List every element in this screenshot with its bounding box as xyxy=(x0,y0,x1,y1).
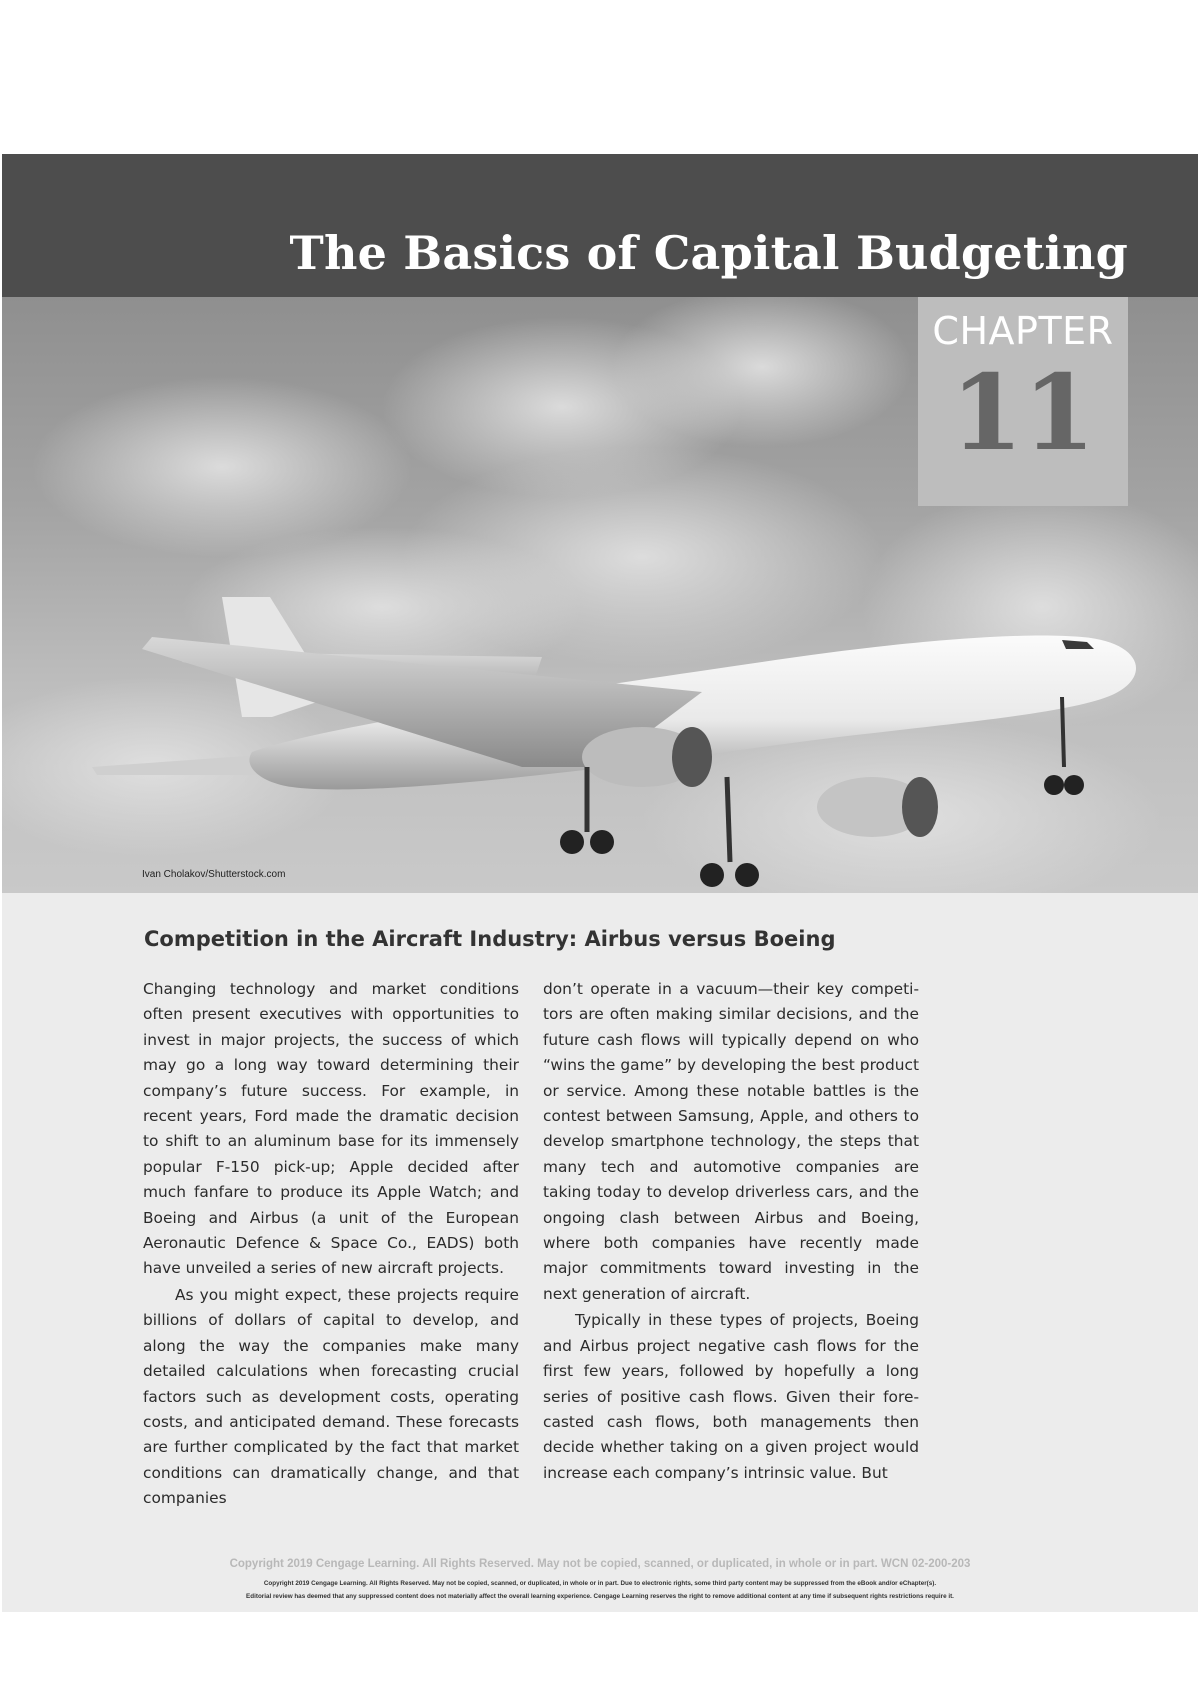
fine-print-line: Copyright 2019 Cengage Learning. All Rights Reserved. May not be copied, scanned, or duplicated, in whole or in part. Due to electronic rights, some third party content may be suppressed from the eBook and/or eChapter(s). xyxy=(263,1580,937,1587)
text-column-right xyxy=(543,977,919,1486)
chapter-badge xyxy=(918,297,1128,506)
paragraph: Changing technology and market conditions often present executives with opportunities to invest in major projects, the success of which may go a long way toward determining their company’s future success. For example, in recent years, Ford made the dramatic decision to shift to an aluminum base for its immensely popular F-150 pick-up; Apple decided after much fanfare to produce its Apple Watch; and Boeing and Airbus (a unit of the European Aeronautic Defence & Space Co., EADS) both have unveiled a series of new aircraft projects. xyxy=(143,980,519,1278)
chapter-title: The Basics of Capital Budgeting xyxy=(289,226,1128,280)
photo-credit: Ivan Cholakov/Shutterstock.com xyxy=(142,869,286,880)
fine-print-line: Editorial review has deemed that any suppressed content does not materially affect the overall learning experience. Cengage Learning reserves the right to remove additional content at any time if subsequent rights restrictions require it. xyxy=(246,1593,954,1600)
chapter-label: CHAPTER xyxy=(932,309,1114,353)
copyright-notice: Copyright 2019 Cengage Learning. All Rights Reserved. May not be copied, scanned, or duplicated, in whole or in part. WCN 02-200-203 xyxy=(229,1558,971,1570)
paragraph: Typically in these types of projects, Boeing and Airbus project negative cash flows for the first few years, followed by hopefully a long series of positive cash flows. Given their forecasted cash flows, both managements then decide whether taking on a given project would increase each company’s intrinsic value. But xyxy=(543,1311,919,1482)
paragraph: don’t operate in a vacuum—their key competitors are often making similar decisions, and the future cash flows will typically depend on who “wins the game” by developing the best product or service. Among these notable battles is the contest between Samsung, Apple, and others to develop smartphone technology, the steps that many tech and automotive companies are taking today to develop driverless cars, and the ongoing clash between Airbus and Boeing, where both companies have recently made major commitments toward investing in the next generation of aircraft. xyxy=(543,980,919,1303)
paragraph: As you might expect, these projects require billions of dollars of capital to develop, and along the way the companies make many detailed calculations when forecasting crucial factors such as development costs, operating costs, and anticipated demand. These forecasts are further complicated by the fact that market conditions can dramatically change, and that companies xyxy=(143,1285,519,1508)
chapter-number: 11 xyxy=(950,351,1096,474)
section-heading: Competition in the Aircraft Industry: Airbus versus Boeing xyxy=(144,927,836,951)
text-column-left xyxy=(143,977,519,1512)
